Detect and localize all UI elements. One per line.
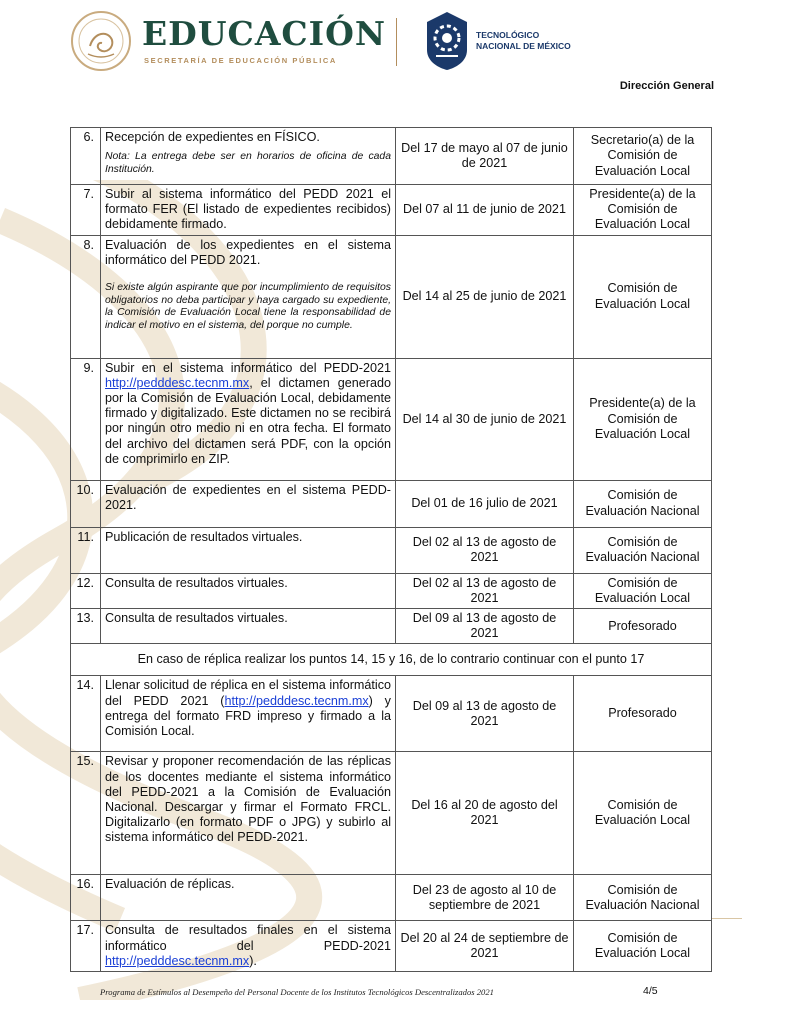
row-number: 13. [71, 609, 101, 644]
row-number: 14. [71, 676, 101, 752]
responsible-cell: Secretario(a) de la Comisión de Evaluación Local [574, 128, 712, 185]
activity-text-continued: ) y entrega del formato FRD impreso y firmado a la Comisión Local. [105, 693, 391, 739]
table-row [71, 609, 712, 644]
table-row [71, 573, 712, 608]
sep-subtitle: SECRETARÍA DE EDUCACIÓN PÚBLICA [144, 56, 337, 65]
pedd-system-link[interactable]: http://pedddesc.tecnm.mx [105, 375, 250, 390]
dates-cell: Del 14 al 25 de junio de 2021 [396, 235, 574, 358]
activity-text: Evaluación de expedientes en el sistema PEDD-2021. [101, 480, 396, 527]
activity-text: Publicación de resultados virtuales. [101, 527, 396, 573]
notice-row [71, 644, 712, 676]
activity-text: Llenar solicitud de réplica en el sistema informático del PEDD 2021 ( [105, 678, 391, 708]
table-row [71, 480, 712, 527]
tecnm-logo [422, 10, 472, 72]
activity-text: Consulta de resultados virtuales. [101, 573, 396, 608]
responsible-cell: Profesorado [574, 676, 712, 752]
dates-cell: Del 17 de mayo al 07 de junio de 2021 [396, 128, 574, 185]
activity-text: Consulta de resultados finales en el sistema informático del PEDD-2021 [105, 923, 391, 953]
row-number: 16. [71, 875, 101, 921]
page-number: 4/5 [643, 985, 658, 997]
tecnm-line-2: NACIONAL DE MÉXICO [476, 41, 571, 51]
row-number: 12. [71, 573, 101, 608]
activity-text: Consulta de resultados virtuales. [101, 609, 396, 644]
row-number: 9. [71, 358, 101, 480]
activity-text: Revisar y proponer recomendación de las réplicas de los docentes mediante el sistema informático del PEDD-2021 a la Comisión de Evaluación Nacional. Descargar y firmar el Formato FRCL. Digitalizarlo (en formato PDF o JPG) y subirlo al sistema informático del PEDD-2021. [101, 752, 396, 875]
responsible-cell: Comisión de Evaluación Nacional [574, 875, 712, 921]
dates-cell: Del 14 al 30 de junio de 2021 [396, 358, 574, 480]
pedd-system-link[interactable]: http://pedddesc.tecnm.mx [224, 693, 369, 708]
responsible-cell: Comisión de Evaluación Local [574, 921, 712, 972]
national-seal-logo [70, 10, 132, 72]
dates-cell: Del 20 al 24 de septiembre de 2021 [396, 921, 574, 972]
dates-cell: Del 02 al 13 de agosto de 2021 [396, 527, 574, 573]
row-number: 17. [71, 921, 101, 972]
activity-text: Subir en el sistema informático del PEDD-2021 [105, 360, 391, 375]
activity-cell [101, 235, 396, 358]
responsible-cell: Presidente(a) de la Comisión de Evaluación Local [574, 185, 712, 236]
row-number: 15. [71, 752, 101, 875]
education-title: EDUCACIÓN [142, 14, 387, 53]
schedule-table [70, 127, 712, 972]
dates-cell: Del 01 de 16 julio de 2021 [396, 480, 574, 527]
tecnm-line-1: TECNOLÓGICO [476, 30, 540, 40]
dates-cell: Del 16 al 20 de agosto del 2021 [396, 752, 574, 875]
activity-cell [101, 358, 396, 480]
row-number: 6. [71, 128, 101, 185]
row-number: 10. [71, 480, 101, 527]
table-row [71, 752, 712, 875]
header-divider [396, 18, 397, 66]
dates-cell: Del 23 de agosto al 10 de septiembre de 2021 [396, 875, 574, 921]
responsible-cell: Comisión de Evaluación Local [574, 235, 712, 358]
tecnm-name [476, 30, 571, 52]
row-number: 11. [71, 527, 101, 573]
responsible-cell: Comisión de Evaluación Nacional [574, 480, 712, 527]
activity-cell [101, 921, 396, 972]
replica-notice: En caso de réplica realizar los puntos 14, 15 y 16, de lo contrario continuar con el punto 17 [71, 644, 712, 676]
responsible-cell: Comisión de Evaluación Local [574, 573, 712, 608]
table-row [71, 358, 712, 480]
table-row [71, 185, 712, 236]
activity-text: Evaluación de réplicas. [101, 875, 396, 921]
row-number: 7. [71, 185, 101, 236]
responsible-cell: Presidente(a) de la Comisión de Evaluación Local [574, 358, 712, 480]
activity-cell [101, 128, 396, 185]
activity-text: Subir al sistema informático del PEDD 2021 el formato FER (El listado de expedientes recibidos) debidamente firmado. [101, 185, 396, 236]
activity-text-continued: , el dictamen generado por la Comisión de Evaluación Local, debidamente firmado y digitalizado. Este dictamen no se recibirá por ningún otro medio ni en otra fecha. El formato del archivo del dictamen será PDF, con la opción de comprimirlo en ZIP. [105, 375, 391, 466]
table-row [71, 875, 712, 921]
dates-cell: Del 09 al 13 de agosto de 2021 [396, 676, 574, 752]
responsible-cell: Comisión de Evaluación Nacional [574, 527, 712, 573]
activity-text: Evaluación de los expedientes en el sistema informático del PEDD 2021. [105, 237, 391, 267]
table-row [71, 527, 712, 573]
dates-cell: Del 02 al 13 de agosto de 2021 [396, 573, 574, 608]
row-number: 8. [71, 235, 101, 358]
direccion-general-label: Dirección General [619, 80, 714, 92]
page-header [70, 10, 720, 80]
dates-cell: Del 09 al 13 de agosto de 2021 [396, 609, 574, 644]
table-row [71, 235, 712, 358]
table-row [71, 676, 712, 752]
responsible-cell: Comisión de Evaluación Local [574, 752, 712, 875]
pedd-system-link[interactable]: http://pedddesc.tecnm.mx [105, 953, 250, 968]
activity-text: Recepción de expedientes en FÍSICO. [105, 130, 320, 144]
activity-note: Si existe algún aspirante que por incumplimiento de requisitos obligatorios no deba participar y haya cargado su expediente, la Comisión de Evaluación Local tiene la responsabilidad de indicar el motivo en el sistema, del porque no cumple. [105, 282, 391, 331]
decorative-rule [712, 918, 742, 919]
dates-cell: Del 07 al 11 de junio de 2021 [396, 185, 574, 236]
table-row [71, 921, 712, 972]
activity-cell [101, 676, 396, 752]
activity-text-continued: ). [249, 953, 257, 968]
responsible-cell: Profesorado [574, 609, 712, 644]
table-row [71, 128, 712, 185]
program-footer: Programa de Estímulos al Desempeño del Personal Docente de los Institutos Tecnológicos Descentralizados 2021 [100, 987, 494, 997]
activity-note: Nota: La entrega debe ser en horarios de oficina de cada Institución. [105, 151, 391, 175]
